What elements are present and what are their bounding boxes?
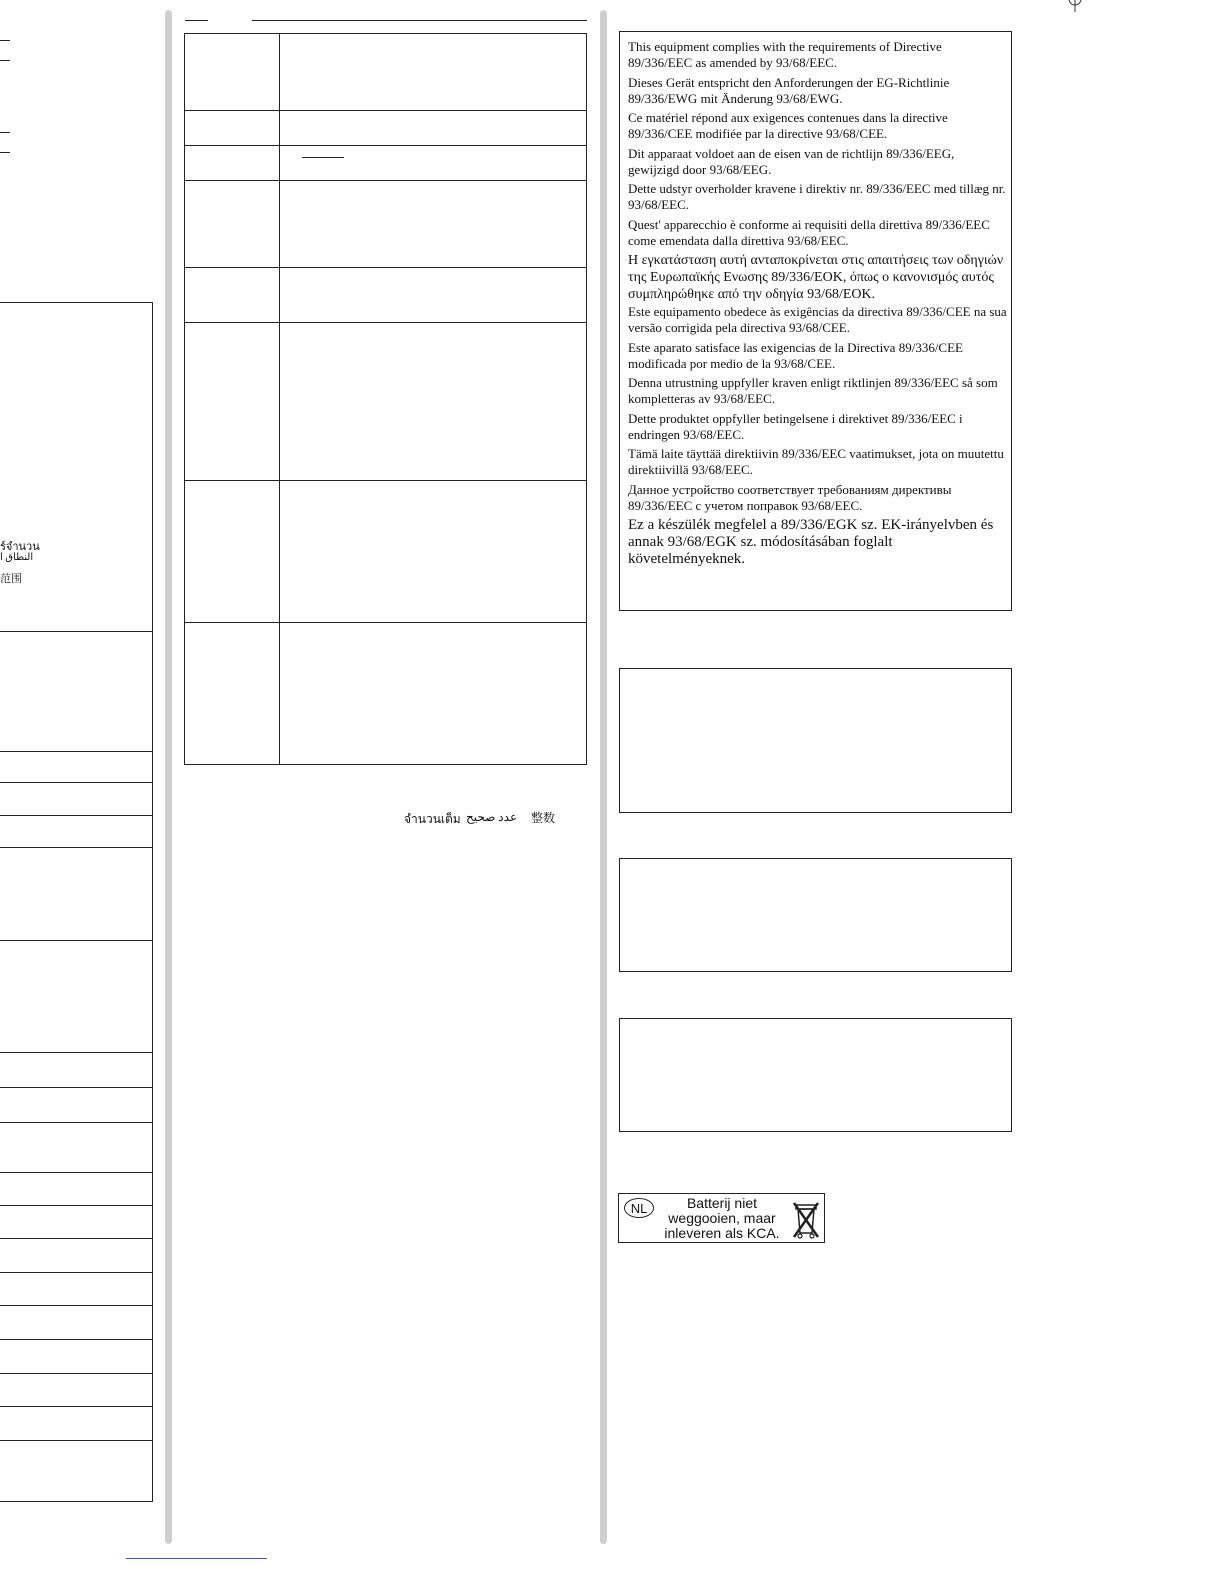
left-table-rule xyxy=(0,751,152,752)
compliance-statement-en: This equipment complies with the requirements of Directive 89/336/EEC as amended by 93/68/EEC. xyxy=(628,39,942,70)
spec-table xyxy=(184,33,587,765)
header-rule-long xyxy=(252,20,587,21)
battery-notice-line: Batterij niet xyxy=(686,1195,758,1211)
left-table-rule xyxy=(0,782,152,783)
left-table-rule xyxy=(0,1272,152,1273)
left-table-rule xyxy=(0,1373,152,1374)
left-table-rule xyxy=(0,847,152,848)
left-table-rule xyxy=(0,1305,152,1306)
left-table-rule xyxy=(0,631,152,632)
battery-notice-line: inleveren als KCA. xyxy=(664,1225,780,1241)
left-table-rule xyxy=(0,1052,152,1053)
compliance-statement-ru: Данное устройство соответствует требованиям директивы 89/336/EEC с учетом поправок 93/68/EEC. xyxy=(628,482,952,513)
empty-notice-box xyxy=(619,1018,1012,1132)
integer-word-chinese: 整数 xyxy=(531,811,556,825)
tick-mark xyxy=(0,60,10,61)
compliance-statement-it: Quest' apparecchio è conforme ai requisiti della direttiva 89/336/EEC come emendata dalla direttiva 93/68/EEC. xyxy=(628,217,990,248)
left-table-rule xyxy=(0,1406,152,1407)
underline-mark xyxy=(302,157,344,158)
arabic-fragment: النطاق ا xyxy=(0,552,34,563)
left-table-rule xyxy=(0,1172,152,1173)
compliance-statement-fi: Tämä laite täyttää direktiivin 89/336/EEC vaatimukset, jota on muutettu direktiivillä 93/68/EEC. xyxy=(628,446,1004,477)
spec-table-row-rule xyxy=(184,267,587,268)
left-table-rule xyxy=(0,1238,152,1239)
compliance-statement-no: Dette produktet oppfyller betingelsene i direktivet 89/336/EEC i endringen 93/68/EEC. xyxy=(628,411,963,442)
integer-word-thai: จำนวนเต็ม xyxy=(404,812,461,826)
compliance-statement-de: Dieses Gerät entspricht den Anforderungen der EG-Richtlinie 89/336/EWG mit Änderung 93/68/EWG. xyxy=(628,75,950,106)
footer-rule xyxy=(126,1558,267,1559)
compliance-statement-nl: Dit apparaat voldoet aan de eisen van de richtlijn 89/336/EEG, gewijzigd door 93/68/EEG. xyxy=(628,146,955,177)
compliance-statement-fr: Ce matériel répond aux exigences contenues dans la directive 89/336/CEE modifiée par la directive 93/68/CEE. xyxy=(628,110,948,141)
battery-notice-text xyxy=(657,1196,787,1241)
battery-notice-line: weggooien, maar xyxy=(668,1210,776,1226)
tick-mark xyxy=(0,40,10,41)
compliance-statement-pt: Este equipamento obedece às exigências da directiva 89/336/CEE na sua versão corrigida pela directiva 93/68/CEE. xyxy=(628,304,1007,335)
empty-notice-box xyxy=(619,858,1012,972)
country-code-oval: NL xyxy=(624,1198,654,1218)
spec-table-row-rule xyxy=(184,622,587,623)
compliance-statement-es: Este aparato satisface las exigencias de la Directiva 89/336/CEE modificada por medio de la 93/68/CEE. xyxy=(628,340,963,371)
left-table-rule xyxy=(0,1205,152,1206)
compliance-statement-el: Η εγκατάσταση αυτή ανταποκρίνεται στις απαιτήσεις των οδηγιών της Ευρωπαϊκής Ενωσης 89/336/ΕΟΚ, όπως ο κανονισμός αυτός συμπληρώθηκε από την οδηγία 93/68/ΕΟΚ. xyxy=(628,253,1004,302)
crossed-bin-icon xyxy=(791,1197,821,1239)
page-gutter-left xyxy=(165,10,172,1544)
compliance-statement-sv: Denna utrustning uppfyller kraven enligt riktlinjen 89/336/EEC så som kompletteras av 93/68/EEC. xyxy=(628,375,998,406)
left-table-rule xyxy=(0,940,152,941)
left-table-rule xyxy=(0,1087,152,1088)
left-table-rule xyxy=(0,1122,152,1123)
tick-mark xyxy=(0,132,10,133)
left-table xyxy=(0,302,153,1502)
tick-mark xyxy=(0,152,10,153)
header-rule-short xyxy=(185,20,208,21)
page-gutter-right xyxy=(600,10,607,1544)
left-table-rule xyxy=(0,1339,152,1340)
left-table-rule xyxy=(0,815,152,816)
spec-table-row-rule xyxy=(184,322,587,323)
spec-table-row-rule xyxy=(184,110,587,111)
integer-word-arabic: عدد صحيح xyxy=(466,810,518,824)
compliance-statement-da: Dette udstyr overholder kravene i direktiv nr. 89/336/EEC med tillæg nr. 93/68/EEC. xyxy=(628,181,1006,212)
left-table-rule xyxy=(0,1440,152,1441)
thai-fragment: ร์จำนวน xyxy=(0,541,40,553)
registration-mark-icon xyxy=(1066,0,1084,14)
spec-table-row-rule xyxy=(184,180,587,181)
spec-table-divider xyxy=(279,33,280,765)
battery-disposal-badge xyxy=(618,1193,825,1243)
empty-notice-box xyxy=(619,668,1012,813)
compliance-statement-hu: Ez a készülék megfelel a 89/336/EGK sz. EK-irányelvben és annak 93/68/EGK sz. módosításában foglalt követelményeknek. xyxy=(628,517,994,567)
chinese-fragment: 范围 xyxy=(0,573,22,585)
spec-table-row-rule xyxy=(184,480,587,481)
spec-table-row-rule xyxy=(184,145,587,146)
